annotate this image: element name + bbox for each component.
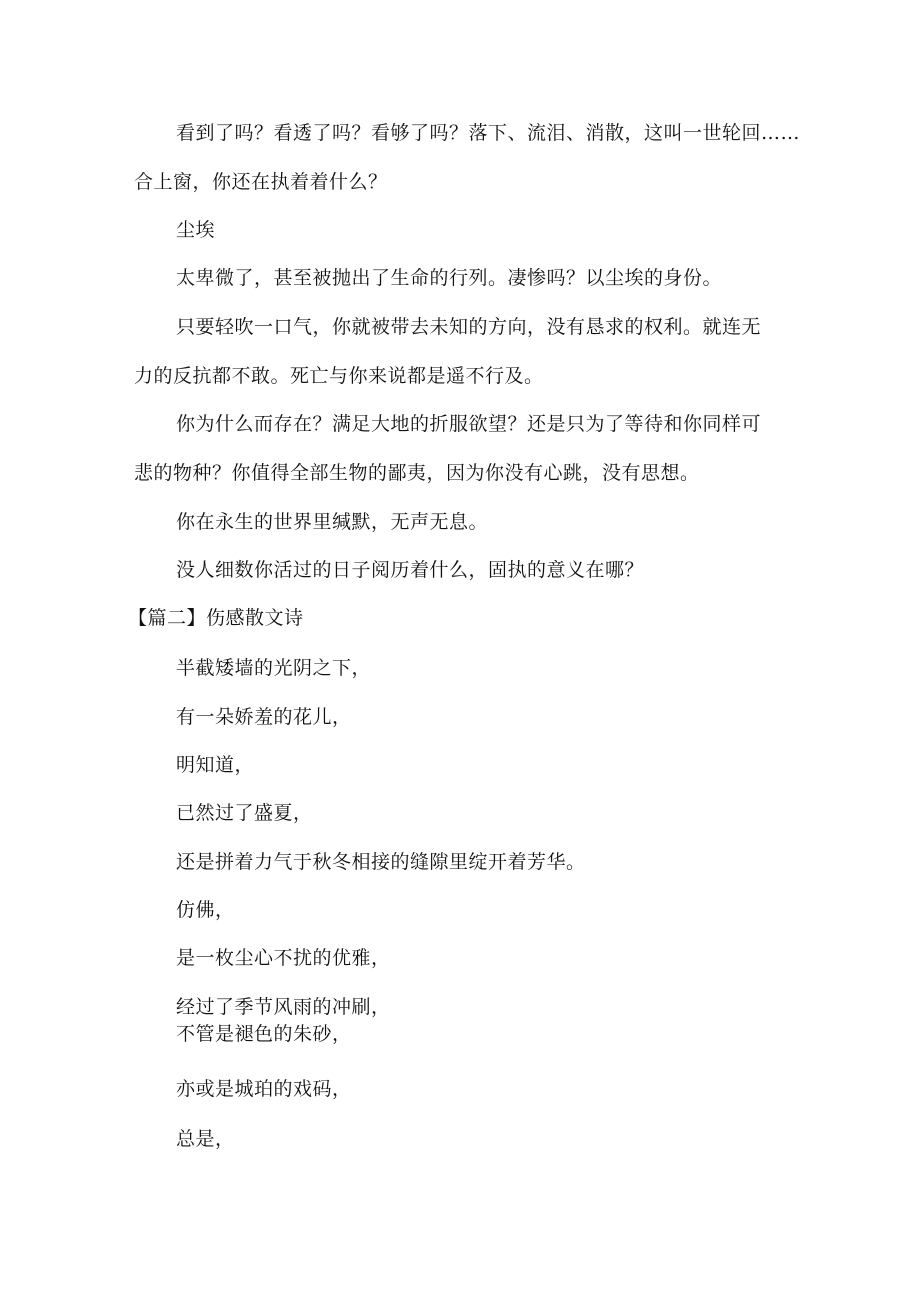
paragraph-line: 你在永生的世界里缄默，无声无息。	[176, 511, 489, 533]
paragraph-line: 合上窗，你还在执着着什么？	[134, 171, 388, 193]
poem-line: 有一朵娇羞的花儿，	[176, 706, 352, 728]
paragraph-line: 只要轻吹一口气，你就被带去未知的方向，没有恳求的权利。就连无	[176, 316, 762, 338]
poem-line: 经过了季节风雨的冲刷，	[176, 996, 391, 1018]
poem-line: 亦或是城珀的戏码，	[176, 1078, 352, 1100]
poem-line: 是一枚尘心不扰的优雅，	[176, 947, 391, 969]
poem-line: 半截矮墙的光阴之下，	[176, 657, 372, 679]
paragraph-line: 你为什么而存在？满足大地的折服欲望？还是只为了等待和你同样可	[176, 413, 762, 435]
poem-line: 明知道，	[176, 754, 255, 776]
paragraph-line: 没人细数你活过的日子阅历着什么，固执的意义在哪？	[176, 559, 645, 581]
poem-line: 已然过了盛夏，	[176, 802, 313, 824]
poem-line: 仿佛，	[176, 899, 235, 921]
poem-line: 还是拼着力气于秋冬相接的缝隙里绽开着芳华。	[176, 851, 586, 873]
paragraph-line: 力的反抗都不敢。死亡与你来说都是遥不行及。	[134, 365, 544, 387]
poem-line: 总是，	[176, 1128, 235, 1150]
paragraph-line: 太卑微了，甚至被抛出了生命的行列。凄惨吗？以尘埃的身份。	[176, 267, 723, 289]
subtitle: 尘埃	[176, 219, 216, 241]
paragraph-line: 看到了吗？看透了吗？看够了吗？落下、流泪、消散，这叫一世轮回……	[176, 122, 801, 144]
poem-line: 不管是褪色的朱砂，	[176, 1023, 352, 1045]
paragraph-line: 悲的物种？你值得全部生物的鄙夷，因为你没有心跳，没有思想。	[134, 462, 700, 484]
section-heading: 【篇二】伤感散文诗	[128, 607, 304, 629]
